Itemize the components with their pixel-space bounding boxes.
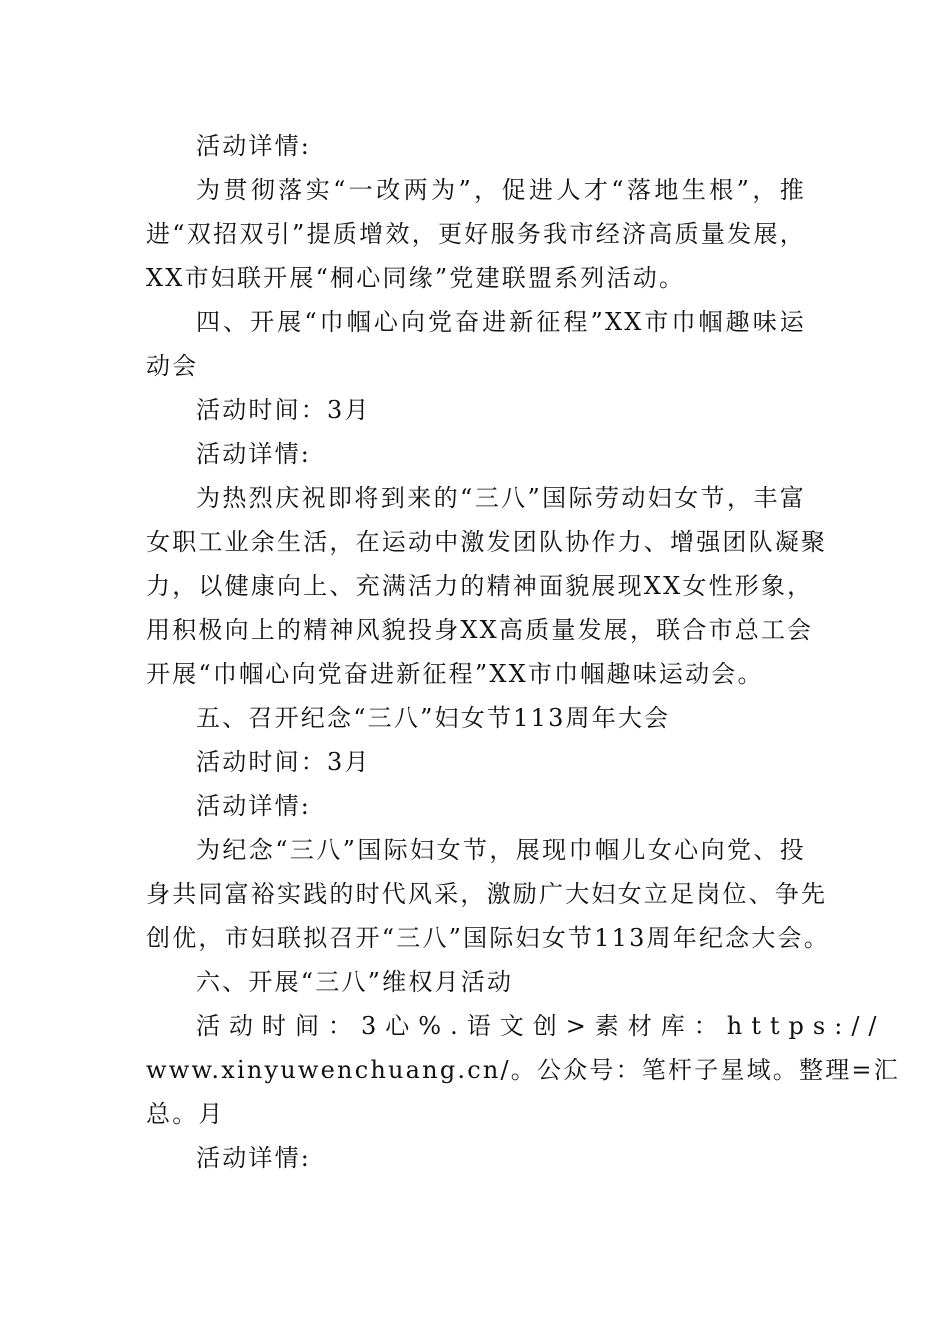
paragraph-line: 为贯彻落实“一改两为”，促进人才“落地生根”，推 [196,176,806,204]
section-detail-label: 活动详情: [196,1144,312,1172]
section-heading: 六、开展“三八”维权月活动 [196,968,514,996]
section-detail-label: 活动详情: [196,440,312,468]
activity-time-label: 活动时间：3月 [196,748,371,776]
paragraph-line: 力，以健康向上、充满活力的精神面貌展现XX女性形象， [146,572,814,600]
paragraph-line: XX市妇联开展“桐心同缘”党建联盟系列活动。 [146,264,686,292]
paragraph-line: 开展“巾帼心向党奋进新征程”XX市巾帼趣味运动会。 [146,660,764,688]
section-heading: 动会 [146,352,199,380]
paragraph-line: 活动时间：3心%.语文创>素材库：https:// [196,1012,886,1040]
paragraph-line: 女职工业余生活，在运动中激发团队协作力、增强团队凝聚 [146,528,828,556]
section-heading: 五、召开纪念“三八”妇女节113周年大会 [196,704,671,732]
paragraph-line: 进“双招双引”提质增效，更好服务我市经济高质量发展， [146,220,806,248]
paragraph-line: www.xinyuwenchuang.cn/。公众号：笔杆子星域。整理=汇 [146,1056,900,1084]
paragraph-line: 创优，市妇联拟召开“三八”国际妇女节113周年纪念大会。 [146,924,830,952]
paragraph-line: 身共同富裕实践的时代风采，激励广大妇女立足岗位、争先 [146,880,828,908]
paragraph-line: 用积极向上的精神风貌投身XX高质量发展，联合市总工会 [146,616,814,644]
paragraph-line: 为热烈庆祝即将到来的“三八”国际劳动妇女节，丰富 [196,484,806,512]
section-detail-label: 活动详情: [196,792,312,820]
paragraph-line: 总。月 [146,1100,225,1128]
section-heading: 四、开展“巾帼心向党奋进新征程”XX市巾帼趣味运 [196,308,806,336]
activity-time-label: 活动时间：3月 [196,396,371,424]
section-detail-label: 活动详情: [196,132,312,160]
paragraph-line: 为纪念“三八”国际妇女节，展现巾帼儿女心向党、投 [196,836,806,864]
